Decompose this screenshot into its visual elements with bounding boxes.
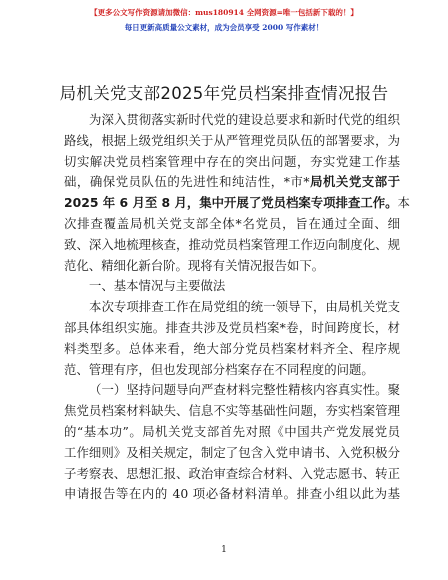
body-line xyxy=(64,339,400,360)
body-line xyxy=(64,401,400,422)
subsection-heading xyxy=(64,380,400,401)
body-line xyxy=(64,484,400,505)
text-run: 申请报告等在内的 40 项必备材料清单。排查小组以此为基 xyxy=(64,486,400,502)
body-line xyxy=(64,193,410,214)
promo-banner-line-1: 【更多公文写作资源请加微信：mus180914 全网资源=唯一包括新下载的！】 xyxy=(90,8,358,17)
text-run: 本次专项排查工作在局党组的统一领导下，由局机关党支 xyxy=(89,299,400,315)
document-body xyxy=(64,110,410,505)
section-heading xyxy=(64,276,400,297)
text-run: 范、管理有序，但也发现部分档案存在不同程度的问题。 xyxy=(64,361,374,377)
body-line xyxy=(64,256,400,277)
body-line xyxy=(64,152,400,173)
bold-text: 2025 年 6 月至 8 月，集中开展了党员档案专项排查工作。 xyxy=(64,195,398,211)
body-line xyxy=(64,464,400,485)
text-run: 的“基本功”。局机关党支部首先对照《中国共产党发展党员 xyxy=(64,423,400,439)
promo-banner-line-2: 每日更新高质量公文素材，成为会员享受 2000 写作素材！ xyxy=(124,23,324,32)
text-run: 料类型多。总体来看，绝大部分党员档案材料齐全、程序规 xyxy=(64,340,400,356)
body-line xyxy=(64,172,400,193)
body-line xyxy=(64,297,400,318)
text-run: 次排查覆盖局机关党支部全体*名党员，旨在通过全面、细 xyxy=(64,215,400,231)
page-number: 1 xyxy=(221,545,227,555)
body-line xyxy=(64,360,400,381)
text-run: 一、基本情况与主要做法 xyxy=(89,278,226,294)
body-line xyxy=(64,318,400,339)
text-run: 焦党员档案材料缺失、信息不实等基础性问题，夯实档案管理 xyxy=(64,403,400,419)
body-line xyxy=(64,110,400,131)
text-run: 础，确保党员队伍的先进性和纯洁性，*市* xyxy=(64,174,310,190)
text-run: 为深入贯彻落实新时代党的建设总要求和新时代党的组织 xyxy=(89,112,400,127)
text-run: 范化、精细化新台阶。现将有关情况报告如下。 xyxy=(64,257,325,273)
text-run: （一）坚持问题导向严查材料完整性精核内容真实性。聚 xyxy=(89,382,400,398)
document-title: 局机关党支部2025年党员档案排查情况报告 xyxy=(59,84,389,103)
body-line xyxy=(64,443,400,464)
bold-text: 局机关党支部于 xyxy=(309,174,401,190)
text-run: 致、深入地梳理核查，推动党员档案管理工作迈向制度化、规 xyxy=(64,236,400,252)
body-line xyxy=(64,422,400,443)
body-line xyxy=(64,131,400,152)
text-run: 路线，根据上级党组织关于从严管理党员队伍的部署要求，为 xyxy=(64,132,400,148)
text-run: 子考察表、思想汇报、政治审查综合材料、入党志愿书、转正 xyxy=(64,465,400,481)
text-run: 本 xyxy=(397,195,410,211)
text-run: 切实解决党员档案管理中存在的突出问题，夯实党建工作基 xyxy=(64,153,400,169)
body-line xyxy=(64,235,400,256)
body-line xyxy=(64,214,400,235)
text-run: 工作细则》及相关规定，制定了包含入党申请书、入党积极分 xyxy=(64,444,400,460)
text-run: 部具体组织实施。排查共涉及党员档案*卷，时间跨度长，材 xyxy=(64,319,400,335)
